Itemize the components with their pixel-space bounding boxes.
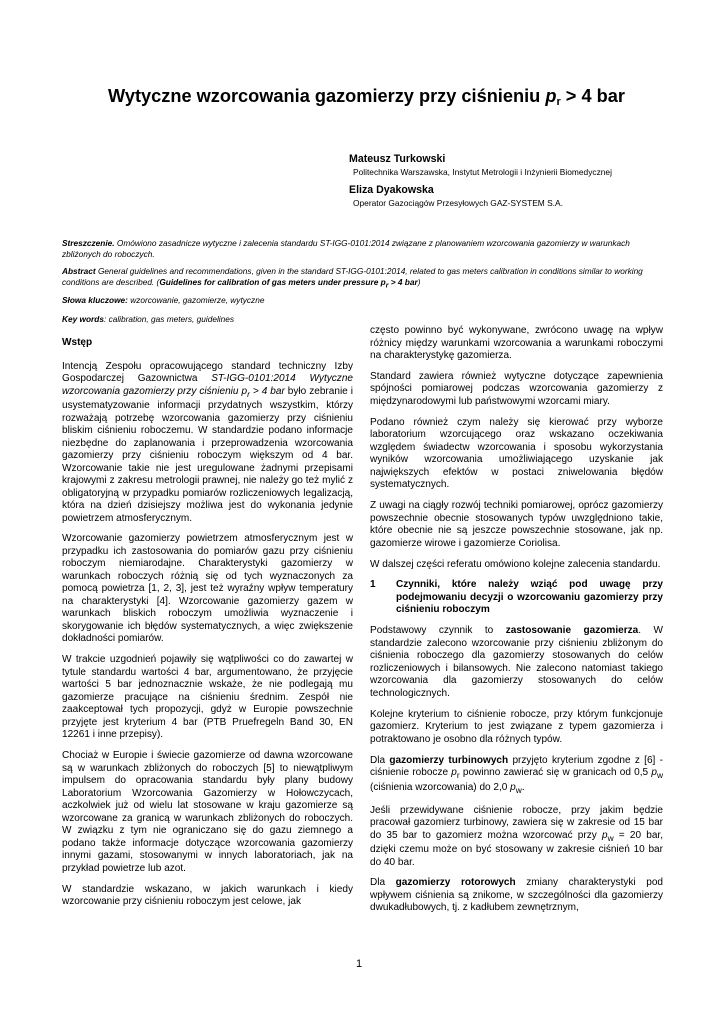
paragraph: Dla gazomierzy turbinowych przyjęto kryterium zgodne z [6] - ciśnienie robocze $p_r$ powinno zawierać się w granicach od 0,5 $p_w$ (ciśnienia wzorcowania) do 2,0 $p_w$.: [370, 754, 664, 795]
section-heading: [370, 579, 663, 617]
paragraph: często powinno być wykonywane, zwrócono uwagę na wpływ różnicy między warunkami wzorcowania a warunkami roboczymi na charakterystykę gazomierza.: [370, 325, 663, 361]
paragraph: Kolejne kryterium to ciśnienie robocze, przy którym funkcjonuje gazomierz. Kryterium to jest związane z typem gazomierza i potraktowano je osobno dla różnych typów.: [370, 708, 663, 745]
paragraph: Jeśli przewidywane ciśnienie robocze, przy jakim będzie pracował gazomierz turbinowy, zawiera się w zakresie od 15 bar do 35 bar to gazomierz można wzorcować przy $p_w = 20$ bar, dzięki czemu może on być stosowany w zakresie ciśnień 10 bar do 40 bar.: [370, 804, 663, 868]
paragraph: Z uwagi na ciągły rozwój techniki pomiarowej, oprócz gazomierzy powszechnie obecnie stosowanych typów uwzględniono takie, które obecnie nie są jeszcze powszechnie stosowane, jak np. gazomierze wirowe i gazomierze Coriolisa.: [370, 500, 663, 549]
paper-title: Wytyczne wzorcowania gazomierzy przy ciśnieniu $p_r > 4$ bar: [108, 86, 625, 108]
key-words: Key words: calibration, gas meters, guidelines: [62, 314, 235, 324]
paragraph: Chociaż w Europie i świecie gazomierze od dawna wzorcowane są w warunkach zbliżonych do roboczych [5] to niewątpliwym impulsem do opracowania standardu były plany budowy Laboratorium Wzorcowania Gazomierzy w Hołowczycach, aczkolwiek już od wielu lat stosowane w kraju gazomierze są wzorcowane za granicą w warunkach zbliżonych do roboczych. W związku z tym nie ograniczano się do gazu ziemnego a podano także informacje dotyczące wzorcowania gazomierzy innymi gazami, stosowanymi w innych laboratoriach, jak na przykład powietrze lub azot.: [62, 750, 353, 874]
paragraph: Dla gazomierzy rotorowych zmiany charakterystyki pod wpływem ciśnienia są znikome, w szczególności dla gazomierzy dwukadłubowych, tj. z kadłubem zewnętrznym,: [370, 877, 663, 914]
paragraph: Podano również czym należy się kierować przy wyborze laboratorium wzorcującego oraz wskazano oczekiwania względem świadectw wzorcowania i sposobu wykorzystania wyników wzorcowania umożliwiającego uzyskanie jak największych efektów w postaci zniwelowania błędów systematycznych.: [370, 416, 663, 491]
left-column: [62, 337, 353, 917]
paragraph: W standardzie wskazano, w jakich warunkach i kiedy wzorcowanie przy ciśnieniu roboczym jest celowe, jak: [62, 883, 353, 908]
section-title: Czynniki, które należy wziąć pod uwagę przy podejmowaniu decyzji o wzorcowaniu gazomierzy przy ciśnieniu roboczym: [396, 579, 663, 616]
paragraph: W trakcie uzgodnień pojawiły się wątpliwości co do zawartej w tytule standardu wartości 4 bar, argumentowano, że przyjęcie wartości 5 bar jednoznacznie wskaże, że nie podlegają mu gazomierze pracujące na ciśnieniu średnim. Zespół nie zaakceptował tych propozycji, gdyż w Europie powszechnie przyjęte jest kryterium 4 bar (PTB Pruefregeln Band 30, EN 12261 i inne przepisy).: [62, 654, 353, 741]
right-column: [370, 325, 663, 923]
paragraph: Intencją Zespołu opracowującego standard techniczny Izby Gospodarczej Gazownictwa ST-IGG-0101:2014 Wytyczne wzorcowania gazomierzy przy ciśnieniu $p_r > 4$ bar było zebranie i usystematyzowanie informacji przydatnych wszystkim, którzy rozważają potrzebę wzorcowania gazomierzy przy ciśnieniu bliskim ciśnieniu roboczemu. W standardzie podano informacje niezbędne do zaplanowania i przeprowadzenia wzorcowania gazomierzy przy ciśnieniu roboczym większym od 4 bar. Wzorcowanie takie nie jest uregulowane żadnymi przepisami krajowymi z zakresu metrologii prawnej, nie należy go też mylić z obligatoryjną w przypadku pomiarów rozliczeniowych legalizacją, która na dzień dzisiejszy możliwa jest do wykonania jedynie powietrzem atmosferycznym.: [62, 360, 353, 524]
author-affiliation: Politechnika Warszawska, Instytut Metrologii i Inżynierii Biomedycznej: [353, 167, 612, 177]
section-number: 1: [370, 579, 376, 591]
page-number: 1: [356, 958, 363, 970]
paragraph: Standard zawiera również wytyczne dotyczące zapewnienia spójności pomiarowej podczas wzorcowania gazomierzy z międzynarodowymi lub państwowymi wzorcami miary.: [370, 370, 663, 407]
paragraph: Podstawowy czynnik to zastosowanie gazomierza. W standardzie zalecono wzorcowanie przy ciśnieniu zbliżonym do ciśnienia roboczego dla gazomierzy stosowanych do celów rozliczeniowych i bilansowych. Nie zalecono natomiast takiego wzorcowania dla gazomierzy stosowanych do celów technologicznych.: [370, 625, 663, 699]
slowa-kluczowe: Słowa kluczowe: wzorcowanie, gazomierze, wytyczne: [62, 295, 265, 305]
paragraph: W dalszej części referatu omówiono kolejne zalecenia standardu.: [370, 558, 661, 570]
author-affiliation: Operator Gazociągów Przesyłowych GAZ-SYSTEM S.A.: [353, 198, 563, 208]
author-name: Eliza Dyakowska: [349, 184, 434, 196]
author-name: Mateusz Turkowski: [349, 153, 446, 165]
section-heading: Wstęp: [62, 337, 93, 348]
streszczenie: Streszczenie. Omówiono zasadnicze wytyczne i zalecenia standardu ST-IGG-0101:2014 związane z planowaniem wzorcowania gazomierzy w warunkach zbliżonych do roboczych.: [62, 238, 630, 259]
abstract: Abstract General guidelines and recommendations, given in the standard ST-IGG-0101:2014, related to gas meters calibration in conditions similar to working conditions are described. (Guidelines for calibration of gas meters under pressure $p_r > 4$ bar): [62, 266, 643, 290]
paragraph: Wzorcowanie gazomierzy powietrzem atmosferycznym jest w przypadku ich zastosowania do pomiarów gazu przy ciśnieniu roboczym niemiarodajne. Charakterystyki gazomierzy w warunkach roboczych różnią się od tych wyznaczonych za pomocą powietrza [1, 2, 3], jest też wyraźny wpływ temperatury na charakterystyki [4]. Wzorcowanie gazomierzy gazem w warunkach bliskich roboczym umożliwia wyznaczenie i skorygowanie ich błędów systematycznych, a więc zwiększenie dokładności pomiarów.: [62, 533, 353, 645]
